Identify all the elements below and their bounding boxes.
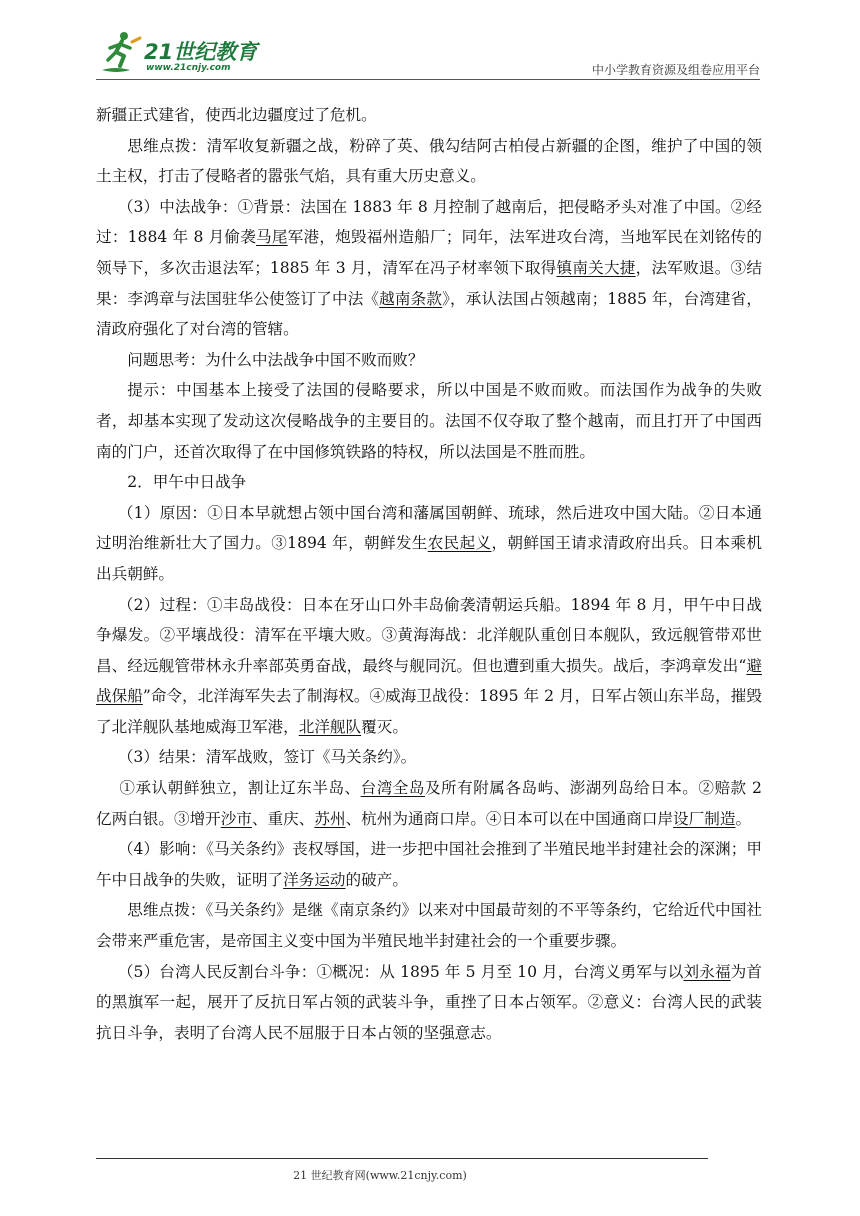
text-run: ①承认朝鲜独立，割让辽东半岛、 (119, 779, 361, 798)
page-header (0, 0, 860, 90)
paragraph (96, 498, 762, 590)
paragraph (96, 100, 762, 131)
text-run: 的破产。 (345, 870, 408, 889)
footer-text: 21 世纪教育网(www.21cnjy.com) (293, 1169, 467, 1182)
text-run: （4）影响：《马关条约》丧权辱国，进一步把中国社会推到了半殖民地半封建社会的深渊；甲午中日战争的失败，证明了 (96, 840, 762, 889)
logo-text: 21世纪教育 (144, 40, 258, 64)
underlined-term: 马尾 (256, 228, 288, 247)
text-run: 2．甲午中日战争 (127, 473, 247, 492)
paragraph (96, 375, 762, 467)
paragraph (96, 957, 762, 1049)
text-run: 覆灭。 (361, 717, 408, 736)
text-run: 新疆正式建省，使西北边疆度过了危机。 (96, 106, 377, 124)
paragraph (96, 773, 762, 834)
underlined-term: 刘永福 (683, 962, 731, 981)
logo-url: www.21cnjy.com (146, 63, 231, 73)
paragraph (96, 834, 762, 895)
runner-logo-icon (96, 30, 146, 78)
text-run: 为首的黑旗军一起，展开了反抗日军占领的武装斗争，重挫了日本占领军。②意义：台湾人民的武装抗日斗争，表明了台湾人民不屈服于日本占领的坚强意志。 (96, 962, 762, 1042)
document-body (96, 100, 762, 1048)
page-footer (0, 1167, 860, 1183)
text-run: ，法军败退。③结果：李鸿章与法国驻华公使签订了中法《 (96, 258, 762, 308)
paragraph (96, 131, 762, 192)
text-run: 、杭州为通商口岸。④日本可以在中国通商口岸 (345, 809, 674, 828)
text-run: （1）原因：①日本早就想占领中国台湾和藩属国朝鲜、琉球，然后进攻中国大陆。②日本通过明治维新壮大了国力。③1894 年，朝鲜发生 (96, 503, 762, 553)
text-run: （3）中法战争：①背景：法国在 1883 年 8 月控制了越南后，把侵略矛头对准了中国。②经过：1884 年 8 月偷袭 (96, 197, 762, 247)
paragraph (96, 345, 762, 376)
text-run: 军港，炮毁福州造船厂；同年，法军进攻台湾，当地军民在刘铭传的领导下，多次击退法军；1885 年 3 月，清军在冯子材率领下取得 (96, 228, 762, 277)
underlined-term: 台湾全岛 (360, 779, 425, 798)
paragraph (96, 895, 762, 956)
text-run: 提示：中国基本上接受了法国的侵略要求，所以中国是不败而败。而法国作为战争的失败者，却基本实现了发动这次侵略战争的主要目的。法国不仅夺取了整个越南，而且打开了中国西南的门户，还首次取得了在中国修筑铁路的特权，所以法国是不胜而胜。 (96, 381, 762, 461)
paragraph (96, 742, 762, 773)
text-run: （3）结果：清军战败，签订《马关条约》。 (117, 748, 417, 767)
underlined-term: 越南条款 (379, 289, 443, 308)
text-run: 思维点拨：《马关条约》是继《南京条约》以来对中国最苛刻的不平等条约，它给近代中国社会带来严重危害，是帝国主义变中国为半殖民地半封建社会的一个重要步骤。 (96, 901, 762, 951)
text-run: （5）台湾人民反割台斗争：①概况：从 1895 年 5 月至 10 月，台湾义勇军与以 (117, 962, 684, 981)
text-run: 。 (735, 809, 752, 828)
underlined-term: 设厂制造 (673, 809, 736, 828)
underlined-term: 农民起义 (427, 534, 492, 553)
underlined-term: 洋务运动 (283, 870, 346, 889)
text-run: 》，承认法国占领越南；1885 年，台湾建省，清政府强化了对台湾的管辖。 (96, 289, 762, 339)
paragraph (96, 192, 762, 345)
text-run: ”命令，北洋海军失去了制海权。④威海卫战役：1895 年 2 月，日军占领山东半岛，摧毁了北洋舰队基地威海卫军港， (96, 687, 762, 736)
text-run: 、重庆、 (251, 809, 315, 828)
footer-divider (96, 1158, 708, 1159)
underlined-term: 北洋舰队 (298, 717, 362, 736)
platform-name: 中小学教育资源及组卷应用平台 (591, 63, 760, 77)
underlined-term: 避战保船 (96, 656, 762, 706)
text-run: 及所有附属各岛屿、澎湖列岛给日本。②赔款 2 亿两白银。③增开 (96, 779, 762, 828)
logo (96, 30, 266, 80)
header-divider (96, 79, 760, 80)
text-run: ，朝鲜国王请求清政府出兵。日本乘机出兵朝鲜。 (96, 534, 762, 583)
text-run: （2）过程：①丰岛战役：日本在牙山口外丰岛偷袭清朝运兵船。1894 年 8 月，甲午中日战争爆发。②平壤战役：清军在平壤大败。③黄海海战：北洋舰队重创日本舰队，致远舰管带邓世昌、经远舰管带林永升率部英勇奋战，最终与舰同沉。但也遭到重大损失。战后，李鸿章发出“ (96, 595, 762, 675)
paragraph (96, 467, 762, 498)
underlined-term: 沙市 (220, 809, 252, 828)
text-run: 思维点拨：清军收复新疆之战，粉碎了英、俄勾结阿古柏侵占新疆的企图，维护了中国的领土主权，打击了侵略者的嚣张气焰，具有重大历史意义。 (96, 136, 762, 186)
underlined-term: 镇南关大捷 (556, 258, 636, 277)
underlined-term: 苏州 (314, 809, 346, 828)
text-run: 问题思考：为什么中法战争中国不败而败？ (127, 350, 424, 369)
paragraph (96, 590, 762, 743)
